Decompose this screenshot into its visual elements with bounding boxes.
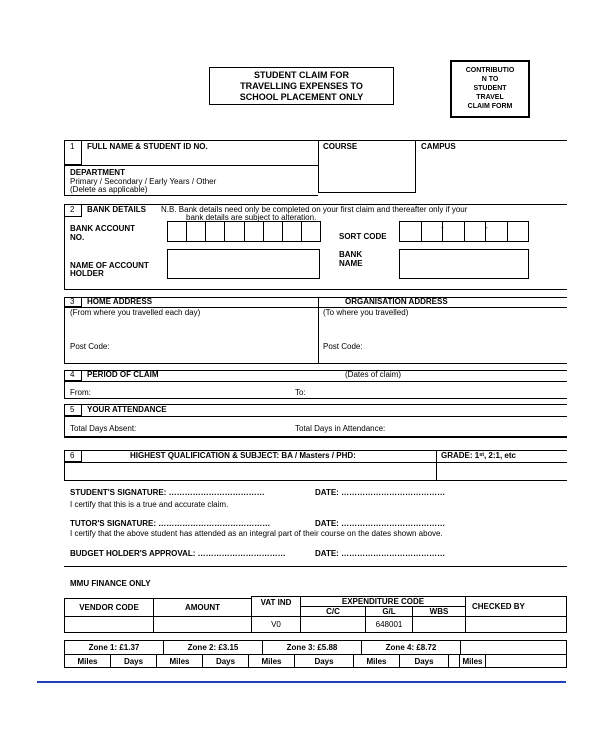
period-of-claim-label: PERIOD OF CLAIM [87,370,159,379]
account-holder-field[interactable] [167,249,320,279]
course-label: COURSE [323,142,358,151]
zone-1-header: Zone 1: £1.37 [64,640,164,655]
sort-code-label: SORT CODE [339,232,387,241]
sec6-bottom-rule [64,480,567,481]
checked-by-cell[interactable] [465,616,567,633]
bank-account-label-1: BANK ACCOUNT [70,224,136,233]
checked-by-header: CHECKED BY [465,596,567,617]
bank-details-note-1: N.B. Bank details need only be completed on your first claim and thereafter only if your [161,205,468,214]
attendance-label: YOUR ATTENDANCE [87,405,167,414]
budget-approval-field[interactable]: BUDGET HOLDER'S APPROVAL: …………………………… [70,549,286,558]
sec6-sub-rule [64,462,567,463]
bank-account-boxes[interactable] [167,221,321,242]
zone-3-days[interactable]: Days [294,654,354,668]
campus-label: CAMPUS [421,142,456,151]
sec4-bottom-rule [64,398,567,399]
vat-ind-value: V0 [251,616,301,633]
form-title-line-1: STUDENT CLAIM FOR [254,70,349,80]
student-signature-field[interactable]: STUDENT'S SIGNATURE: ……………………………… [70,488,265,497]
sec2-number: 2 [70,205,75,214]
organisation-address-note: (To where you travelled) [323,308,409,317]
student-certify-text: I certify that this is a true and accurate claim. [70,500,229,509]
vat-ind-header: VAT IND [251,596,301,617]
zone-1-miles[interactable]: Miles [64,654,111,668]
sec1-top-rule [64,140,567,141]
footer-rule [37,681,566,683]
sec5-sub-rule [64,416,567,417]
dates-of-claim-note: (Dates of claim) [345,370,402,379]
sec1-number: 1 [70,142,75,151]
zone-4-miles[interactable]: Miles [353,654,400,668]
zone-2-days[interactable]: Days [202,654,249,668]
home-address-label: HOME ADDRESS [87,297,153,306]
account-holder-label-2: HOLDER [70,269,104,278]
cc-header: C/C [300,606,366,617]
zone-2-header: Zone 2: £3.15 [163,640,263,655]
bank-name-label-2: NAME [339,259,363,268]
zone-extra-miles[interactable]: Miles [459,654,486,668]
wbs-header: WBS [412,606,466,617]
form-type-line-2: N TO [481,76,499,83]
signatures-bottom-rule [64,566,567,567]
sec1-divider-campus [415,140,416,192]
amount-header: AMOUNT [153,598,252,617]
form-title-line-2: TRAVELLING EXPENSES TO [240,81,363,91]
sec6-number: 6 [70,451,75,460]
sec5-bottom-rule [64,436,567,438]
full-name-label: FULL NAME & STUDENT ID NO. [87,142,208,151]
amount-cell[interactable] [153,616,252,633]
days-attendance-label[interactable]: Total Days in Attendance: [295,424,386,433]
department-options[interactable]: Primary / Secondary / Early Years / Other [70,177,217,186]
form-type-line-3: STUDENT [473,85,507,92]
department-label: DEPARTMENT [70,168,125,177]
zone-1-days[interactable]: Days [110,654,157,668]
form-type-line-5: CLAIM FORM [467,103,513,110]
period-from-label[interactable]: From: [70,388,91,397]
bank-name-field[interactable] [399,249,529,279]
sec2-bottom-rule [64,289,567,290]
vendor-code-header: VENDOR CODE [64,598,154,617]
sec6-left-edge [64,462,65,480]
bank-details-note-2: bank details are subject to alteration. [186,213,317,222]
home-address-note: (From where you travelled each day) [70,308,201,317]
sort-code-boxes[interactable] [399,221,529,242]
days-absent-label[interactable]: Total Days Absent: [70,424,137,433]
sec4-sub-rule [64,381,567,382]
form-type-line-4: TRAVEL [476,94,504,101]
bank-details-label: BANK DETAILS [87,205,146,214]
zone-2-miles[interactable]: Miles [156,654,203,668]
tutor-date-field[interactable]: DATE: ………………………………… [315,519,446,528]
sec3-number: 3 [70,297,75,306]
zone-4-header: Zone 4: £8.72 [361,640,461,655]
account-holder-label-1: NAME OF ACCOUNT [70,261,149,270]
sec5-number: 5 [70,405,75,414]
tutor-certify-text: I certify that the above student has attended as an integral part of their course on the dates shown above. [70,529,443,538]
sec1-bottom-rule [64,195,318,196]
zone-4-days[interactable]: Days [399,654,449,668]
period-to-label[interactable]: To: [295,388,306,397]
sec4-number: 4 [70,370,75,379]
department-note: (Delete as applicable) [70,185,148,194]
zone-extra-days[interactable] [485,654,567,668]
expenditure-code-header: EXPENDITURE CODE [300,596,466,607]
form-type-line-1: CONTRIBUTIO [465,67,515,74]
wbs-cell[interactable] [412,616,466,633]
sort-code-dash-1: - [441,223,444,232]
bank-name-label-1: BANK [339,250,363,259]
sec1-course-bottom [318,192,416,193]
student-date-field[interactable]: DATE: ………………………………… [315,488,446,497]
sec1-left-edge [64,165,65,195]
bank-account-label-2: NO. [70,233,85,242]
sort-code-dash-2: - [485,223,488,232]
sec5-left-edge [64,416,65,436]
cc-cell[interactable] [300,616,366,633]
sec1-divider-course [318,140,319,192]
budget-date-field[interactable]: DATE: ………………………………… [315,549,446,558]
zone-3-header: Zone 3: £5.88 [262,640,362,655]
form-title-line-3: SCHOOL PLACEMENT ONLY [239,92,364,102]
qualification-label: HIGHEST QUALIFICATION & SUBJECT: BA / Masters / PHD: [130,451,356,460]
grade-label: GRADE: 1ˢᵗ, 2:1, etc [441,451,516,460]
tutor-signature-field[interactable]: TUTOR'S SIGNATURE: …………………………………… [70,519,271,528]
gl-value: 648001 [365,616,413,633]
organisation-address-label: ORGANISATION ADDRESS [345,297,448,306]
gl-header: G/L [365,606,413,617]
organisation-postcode-label: Post Code: [323,342,363,351]
vendor-code-cell[interactable] [64,616,154,633]
sec6-divider [436,450,437,480]
sec4-left-edge [64,381,65,398]
finance-only-label: MMU FINANCE ONLY [70,579,151,588]
sec2-left-edge [64,217,65,290]
sec3-left-edge [64,307,65,364]
sec3-bottom-rule [64,363,567,364]
zone-3-miles[interactable]: Miles [248,654,295,668]
home-postcode-label: Post Code: [70,342,110,351]
sec1-mid-rule [64,165,318,166]
zone-extra-header [460,640,567,655]
